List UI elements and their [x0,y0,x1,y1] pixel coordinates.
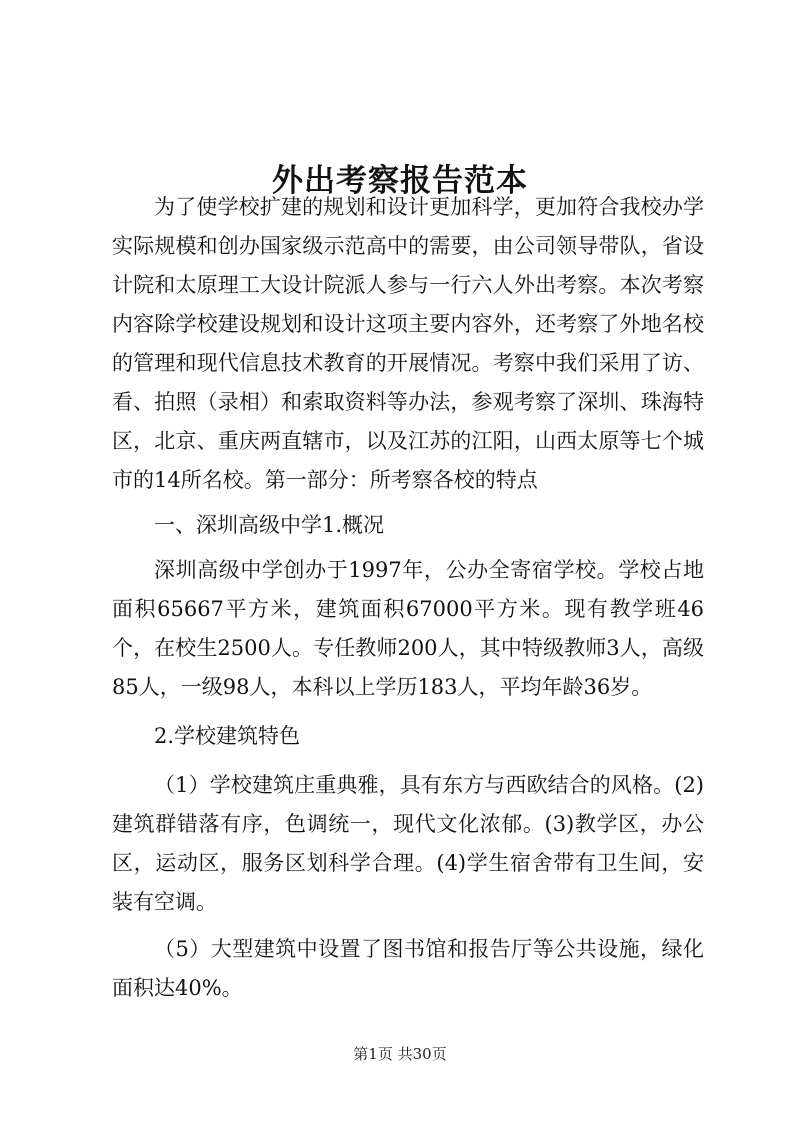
paragraph-subheading: 2.学校建筑特色 [154,724,301,748]
paragraph-section-heading: 一、深圳高级中学1.概况 [154,513,385,537]
paragraph-facilities: （5）大型建筑中设置了图书馆和报告厅等公共设施，绿化面积达40%。 [112,937,704,1000]
page-number-footer: 第1页 共30页 [353,1045,447,1063]
document-title: 外出考察报告范本 [272,162,528,199]
paragraph-features: （1）学校建筑庄重典雅，具有东方与西欧结合的风格。(2)建筑群错落有序，色调统一，现代文化浓郁。(3)教学区，办公区，运动区，服务区划科学合理。(4)学生宿舍带有卫生间，安装有空调。 [112,773,704,914]
paragraph-overview: 深圳高级中学创办于1997年，公办全寄宿学校。学校占地面积65667平方米，建筑面积67000平方米。现有教学班46个，在校生2500人。专任教师200人，其中特级教师3人，高级85人，一级98人，本科以上学历183人，平均年龄36岁。 [112,558,704,699]
paragraph-intro: 为了使学校扩建的规划和设计更加科学，更加符合我校办学实际规模和创办国家级示范高中的需要，由公司领导带队，省设计院和太原理工大设计院派人参与一行六人外出考察。本次考察内容除学校建设规划和设计这项主要内容外，还考察了外地名校的管理和现代信息技术教育的开展情况。考察中我们采用了访、看、拍照（录相）和索取资料等办法，参观考察了深圳、珠海特区，北京、重庆两直辖市，以及江苏的江阳，山西太原等七个城市的14所名校。第一部分：所考察各校的特点 [112,195,704,492]
document-body [112,188,704,1008]
